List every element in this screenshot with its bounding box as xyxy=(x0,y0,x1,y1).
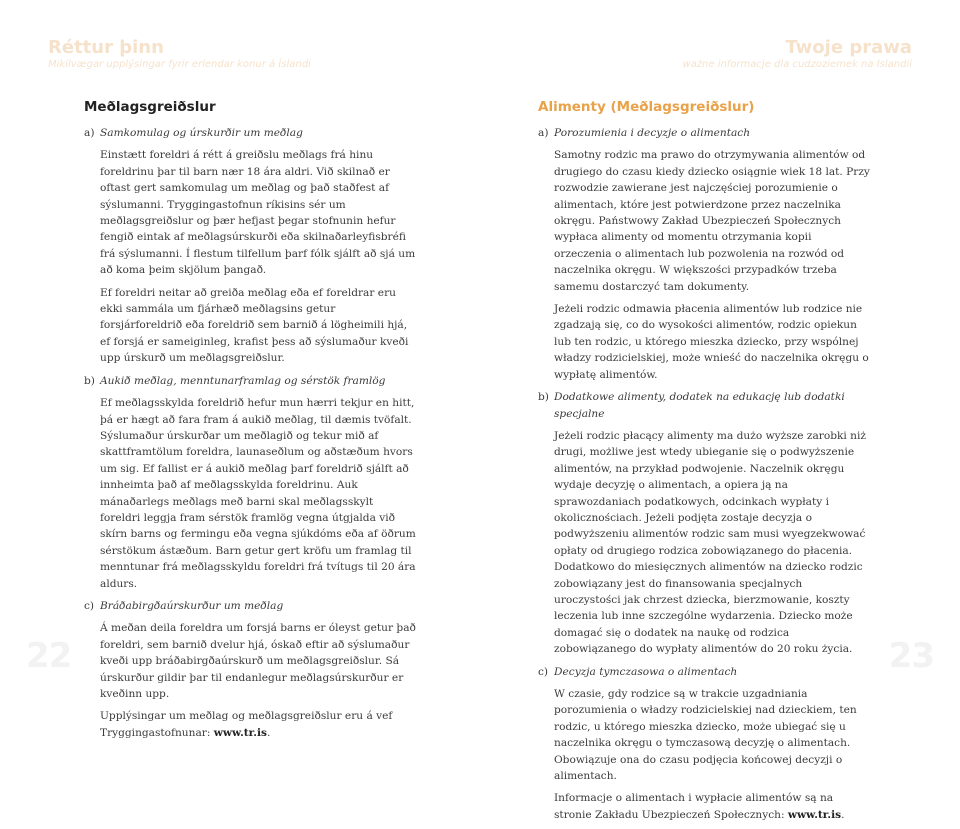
page-number: 23 xyxy=(888,636,934,676)
paragraph: Ef foreldri neitar að greiða meðlag eða ef foreldrar eru ekki sammála um fjárhæð meðlagsins getur forsjárforeldrið eða foreldrið sem barnið á lögheimili hjá, ef forsjá er sameiginleg, krafist þess að sýslumaður kveði upp úrskurð um meðlagsgreiðslur. xyxy=(100,286,409,365)
running-header xyxy=(682,38,912,71)
closing-paragraph: Informacje o alimentach i wypłacie alimentów są na stronie Zakładu Ubezpieczeń Społecznych: www.tr.is. xyxy=(554,792,845,821)
website-link[interactable]: www.tr.is xyxy=(213,726,267,739)
section-a-title: a) Samkomulag og úrskurðir um meðlag xyxy=(84,127,303,139)
header-subtitle: ważne informacje dla cudzoziemek na Islandii xyxy=(682,59,912,70)
section-c-title: c) Bráðabirgðaúrskurður um meðlag xyxy=(84,599,284,612)
page-heading: Alimenty (Meðlagsgreiðslur) xyxy=(538,99,755,115)
section-c-title: c) Decyzja tymczasowa o alimentach xyxy=(538,665,738,678)
right-page xyxy=(480,0,960,821)
paragraph: W czasie, gdy rodzice są w trakcie uzgadniania porozumienia o władzy rodzicielskiej nad dzieckiem, ten rodzic, u którego mieszka dziecko, może ubiegać się u naczelnika okręgu o tymczasową decyzję o alimentach. Obowiązuje ona do czasu podjęcia końcowej decyzji o alimentach. xyxy=(554,688,857,783)
section-b-title: b) Dodatkowe alimenty, dodatek na edukację lub dodatki specjalne xyxy=(538,391,845,420)
paragraph: Ef meðlagsskylda foreldrið hefur mun hærri tekjur en hitt, þá er hægt að fara fram á aukið meðlag, til dæmis tvöfalt. Sýslumaður úrskurðar um meðlagið og tekur mið af skattframtölum foreldra, launaseðlum og aðstæðum hvors um sig. Ef fallist er á aukið meðlag þarf foreldrið sjálft að innheimta það af meðlagsskylda foreldrinu. Auk mánaðarlegs meðlags með barni skal meðlagsskylt foreldri leggja fram sérstök framlög vegna útgjalda við skírn barns og fermingu eða vegna sjúkdóms eða af öðrum sérstökum ástæðum. Barn getur gert kröfu um framlag til menntunar frá meðlagsskyldu foreldri frá tvítugs til 20 ára aldurs. xyxy=(100,397,416,590)
paragraph: Á meðan deila foreldra um forsjá barns er óleyst getur það foreldri, sem barnið dvelur hjá, óskað eftir að sýslumaður kveði upp bráðabirgðaúrskurð um meðlagsgreiðslur. Sá úrskurður gildir þar til endanlegur meðlagsúrskurður er kveðinn upp. xyxy=(100,622,416,700)
section-a-title: a) Porozumienia i decyzje o alimentach xyxy=(538,127,751,139)
paragraph: Samotny rodzic ma prawo do otrzymywania alimentów od drugiego do czasu kiedy dziecko osiągnie wiek 18 lat. Przy rozwodzie zawierane jest najczęściej porozumienie o alimentach, które jest potwierdzone przez naczelnika okręgu. Państwowy Zakład Ubezpieczeń Społecznych wypłaca alimenty od momentu otrzymania kopii orzeczenia o alimentach lub pozwolenia na rozwód od naczelnika okręgu. W większości przypadków trzeba samemu dostarczyć tam dokumenty. xyxy=(554,149,870,293)
website-link[interactable]: www.tr.is xyxy=(787,808,842,821)
paragraph: Jeżeli rodzic odmawia płacenia alimentów lub rodzice nie zgadzają się, co do wysokości alimentów, rodzic opiekun lub ten rodzic, u którego mieszka dziecko, przy wspólnej władzy rodzicielskiej, może wnieść do naczelnika okręgu o wypłatę alimentów. xyxy=(554,303,869,381)
header-subtitle: Mikilvægar upplýsingar fyrir erlendar konur á Íslandi xyxy=(48,59,311,70)
paragraph: Jeżeli rodzic płacący alimenty ma dużo wyższe zarobki niż drugi, możliwe jest wtedy ubieganie się o podwyższenie alimentów, na przykład podwojenie. Naczelnik okręgu wydaje decyzję o alimentach, a opiera ją na sprawozdaniach podatkowych, odcinkach wypłaty i okolicznościach. Jeżeli podjęta zostaje decyzja o podwyższeniu alimentów rodzic sam musi wyegzekwować opłaty od drugiego rodzica zobowiązanego do płacenia. Dodatkowo do miesięcznych alimentów na dziecko rodzic zobowiązany jest do finansowania specjalnych uroczystości jak chrzest dziecka, bierzmowanie, koszty leczenia lub inne szczególne wydarzenia. Dziecko może domagać się o dodatek na naukę od rodzica zobowiązanego do wypłaty alimentów do 20 roku życia. xyxy=(554,429,866,656)
text-column xyxy=(84,98,416,747)
header-title: Twoje prawa xyxy=(785,37,912,58)
section-b-title: b) Aukið meðlag, menntunarframlag og sérstök framlög xyxy=(84,374,386,387)
page-number: 22 xyxy=(26,636,72,676)
closing-paragraph: Upplýsingar um meðlag og meðlagsgreiðslur eru á vef Tryggingastofnunar: www.tr.is. xyxy=(100,710,393,739)
page-heading: Meðlagsgreiðslur xyxy=(84,99,216,115)
text-column xyxy=(538,98,870,829)
running-header xyxy=(48,38,311,71)
header-title: Réttur þinn xyxy=(48,37,164,58)
paragraph: Einstætt foreldri á rétt á greiðslu meðlags frá hinu foreldrinu þar til barn nær 18 ára aldri. Við skilnað er oftast gert samkomulag um meðlag og það staðfest af sýslumanni. Tryggingastofnun ríkisins sér um meðlagsgreiðslur og þær hefjast þegar stofnunin hefur fengið eintak af meðlagsúrskurði eða skilnaðarleyfisbréfi frá sýslumanni. Í flestum tilfellum þarf fólk sjálft að sjá um að koma þeim skjölum þangað. xyxy=(100,149,416,277)
left-page xyxy=(0,0,480,739)
